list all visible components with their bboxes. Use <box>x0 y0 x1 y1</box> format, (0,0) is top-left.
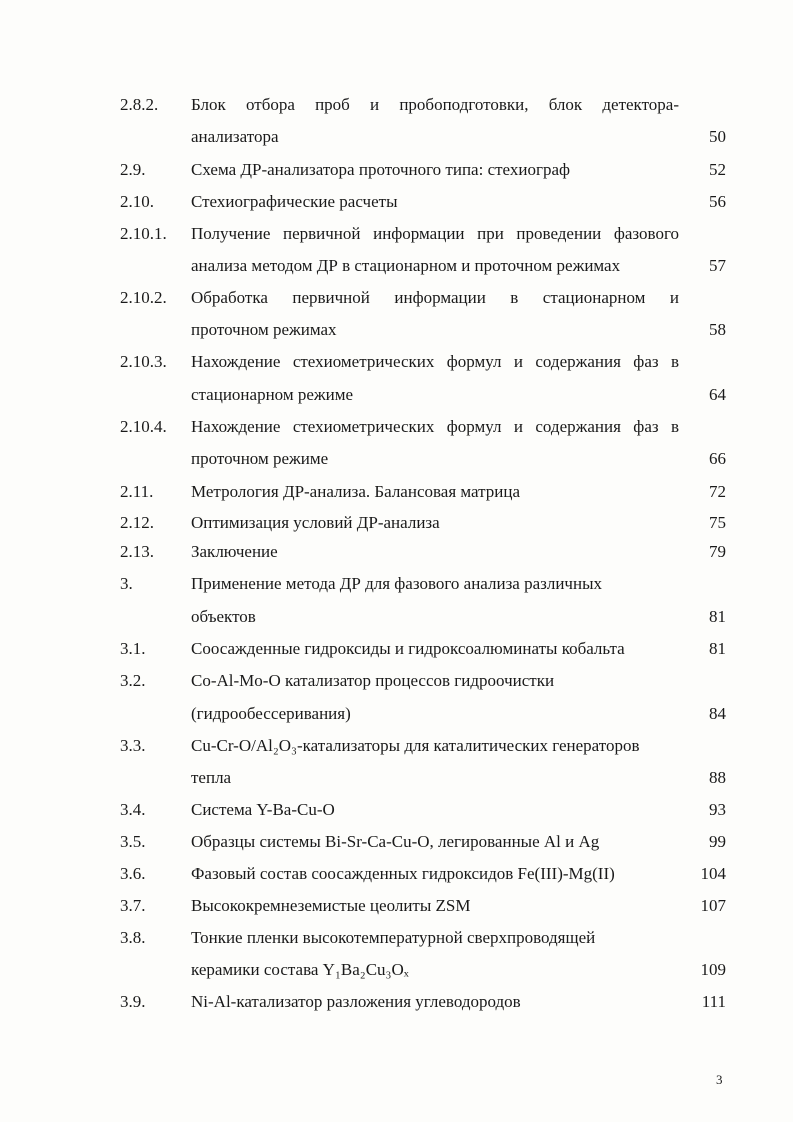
toc-entry-3-1 <box>0 636 793 662</box>
toc-entry-title: объектов <box>191 607 256 626</box>
toc-entry-title: Стехиографические расчеты <box>191 192 398 211</box>
toc-entry-page: 81 <box>709 607 726 626</box>
toc-entry-number: 3.2. <box>120 671 146 690</box>
page-number: 3 <box>716 1072 723 1087</box>
toc-entry-page: 88 <box>709 768 726 787</box>
toc-entry-page: 84 <box>709 704 726 723</box>
toc-entry-number: 2.10.1. <box>120 224 167 243</box>
toc-entry-2-10-3 <box>0 349 793 375</box>
toc-entry-page: 107 <box>700 896 726 915</box>
toc-entry-3-3-cont <box>0 765 793 791</box>
toc-entry-title: Обработка первичной информации в стационарном и <box>191 288 679 307</box>
toc-entry-title: Метрология ДР-анализа. Балансовая матрица <box>191 482 521 501</box>
toc-entry-title: Применение метода ДР для фазового анализа различных <box>191 574 603 593</box>
toc-entry-title: Блок отбора проб и пробоподготовки, блок детектора- <box>191 95 679 114</box>
toc-entry-title: Нахождение стехиометрических формул и содержания фаз в <box>191 417 679 436</box>
toc-entry-title: Система Y-Ba-Cu-O <box>191 800 335 819</box>
toc-entry-number: 3.9. <box>120 992 146 1011</box>
toc-entry-number: 2.10.4. <box>120 417 167 436</box>
toc-entry-page: 56 <box>709 192 726 211</box>
toc-entry-3-7 <box>0 893 793 919</box>
toc-entry-title: проточном режиме <box>191 449 329 468</box>
toc-entry-title: (гидрообессеривания) <box>191 704 351 723</box>
toc-entry-title: Фазовый состав соосажденных гидроксидов Fe(III)-Mg(II) <box>191 864 615 883</box>
toc-entry-number: 3.1. <box>120 639 146 658</box>
toc-entry-number: 2.10.2. <box>120 288 167 307</box>
toc-entry-2-8-2 <box>0 92 793 118</box>
toc-entry-title: тепла <box>191 768 232 787</box>
toc-entry-2-13 <box>0 539 793 565</box>
toc-entry-page: 104 <box>700 864 726 883</box>
toc-entry-number: 3. <box>120 574 133 593</box>
toc-entry-3-4 <box>0 797 793 823</box>
toc-entry-number: 3.5. <box>120 832 146 851</box>
toc-entry-page: 57 <box>709 256 726 275</box>
toc-entry-2-8-2-cont <box>0 124 793 150</box>
toc-entry-number: 2.9. <box>120 160 146 179</box>
toc-entry-3 <box>0 571 793 597</box>
toc-entry-title: Соосажденные гидроксиды и гидроксоалюминаты кобальта <box>191 639 625 658</box>
toc-entry-3-2-cont <box>0 701 793 727</box>
toc-entry-number: 2.10. <box>120 192 154 211</box>
toc-entry-number: 2.10.3. <box>120 352 167 371</box>
toc-entry-title: анализатора <box>191 127 279 146</box>
toc-entry-number: 2.12. <box>120 513 154 532</box>
toc-entry-number: 3.7. <box>120 896 146 915</box>
toc-entry-title: Схема ДР-анализатора проточного типа: стехиограф <box>191 160 571 179</box>
toc-entry-2-10-2-cont <box>0 317 793 343</box>
toc-entry-page: 99 <box>709 832 726 851</box>
toc-entry-title: Образцы системы Bi-Sr-Ca-Cu-O, легированные Al и Ag <box>191 832 600 851</box>
toc-entry-number: 2.8.2. <box>120 95 159 114</box>
toc-entry-title: Нахождение стехиометрических формул и содержания фаз в <box>191 352 679 371</box>
toc-entry-3-5 <box>0 829 793 855</box>
toc-entry-page: 109 <box>700 960 726 979</box>
toc-entry-title: анализа методом ДР в стационарном и проточном режимах <box>191 256 621 275</box>
toc-entry-3-cont <box>0 604 793 630</box>
toc-entry-page: 81 <box>709 639 726 658</box>
toc-entry-title: стационарном режиме <box>191 385 354 404</box>
toc-entry-title: Co-Al-Mo-O катализатор процессов гидроочистки <box>191 671 555 690</box>
toc-entry-number: 3.6. <box>120 864 146 883</box>
toc-entry-title: Оптимизация условий ДР-анализа <box>191 513 440 532</box>
toc-entry-title: Cu-Cr-O/Al₂O₃-катализаторы для каталитических генераторов <box>191 736 640 755</box>
toc-entry-page: 72 <box>709 482 726 501</box>
toc-entry-3-8-cont <box>0 957 793 983</box>
toc-entry-page: 79 <box>709 542 726 561</box>
toc-entry-3-2 <box>0 668 793 694</box>
toc-entry-number: 3.3. <box>120 736 146 755</box>
toc-entry-3-6 <box>0 861 793 887</box>
toc-entry-page: 66 <box>709 449 726 468</box>
toc-entry-2-11 <box>0 479 793 505</box>
toc-entry-2-10-1 <box>0 221 793 247</box>
toc-entry-3-8 <box>0 925 793 951</box>
toc-entry-2-10 <box>0 189 793 215</box>
toc-entry-page: 52 <box>709 160 726 179</box>
toc-entry-title: Ni-Al-катализатор разложения углеводородов <box>191 992 521 1011</box>
toc-entry-2-10-3-cont <box>0 382 793 408</box>
toc-entry-page: 50 <box>709 127 726 146</box>
toc-entry-page: 111 <box>701 992 726 1011</box>
toc-entry-title: Высококремнеземистые цеолиты ZSM <box>191 896 471 915</box>
toc-entry-3-9 <box>0 989 793 1015</box>
toc-entry-2-10-4-cont <box>0 446 793 472</box>
toc-entry-title: Заключение <box>191 542 278 561</box>
toc-entry-title: Получение первичной информации при проведении фазового <box>191 224 679 243</box>
toc-entry-2-10-4 <box>0 414 793 440</box>
toc-entry-2-12 <box>0 510 793 536</box>
toc-entry-number: 3.8. <box>120 928 146 947</box>
toc-entry-number: 3.4. <box>120 800 146 819</box>
toc-entry-title: Тонкие пленки высокотемпературной сверхпроводящей <box>191 928 596 947</box>
toc-entry-number: 2.11. <box>120 482 154 501</box>
toc-entry-page: 58 <box>709 320 726 339</box>
toc-entry-title: керамики состава Y₁Ba₂Cu₃Oₓ <box>191 960 409 979</box>
toc-entry-2-9 <box>0 157 793 183</box>
toc-entry-3-3 <box>0 733 793 759</box>
toc-entry-2-10-1-cont <box>0 253 793 279</box>
toc-entry-page: 93 <box>709 800 726 819</box>
toc-entry-2-10-2 <box>0 285 793 311</box>
toc-entry-number: 2.13. <box>120 542 154 561</box>
toc-entry-page: 64 <box>709 385 726 404</box>
toc-entry-page: 75 <box>709 513 726 532</box>
toc-entry-title: проточном режимах <box>191 320 337 339</box>
